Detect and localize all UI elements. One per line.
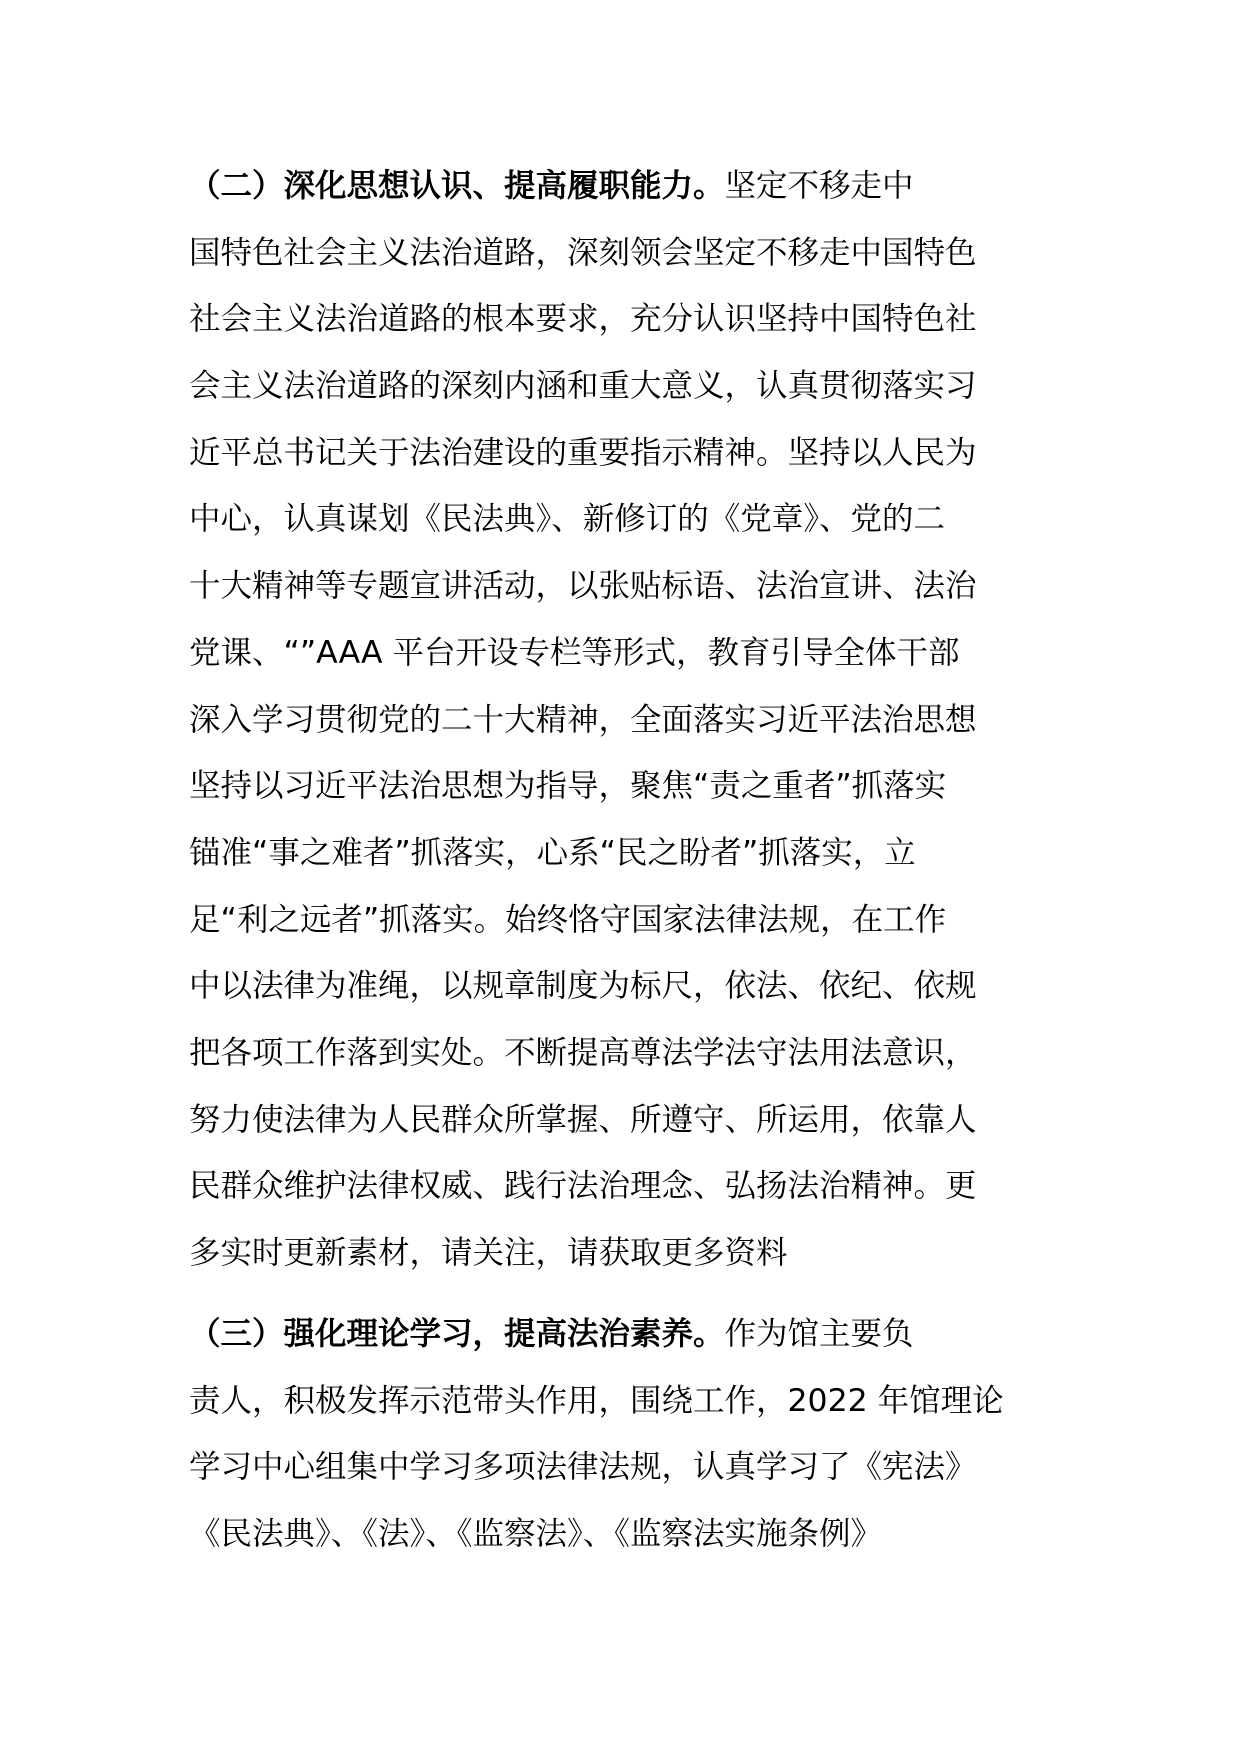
paragraph-line <box>189 1301 1055 1368</box>
paragraph-line: 责人，积极发挥示范带头作用，围绕工作，2022 年馆理论 <box>189 1382 1004 1419</box>
paragraph-section-3 <box>189 1301 1055 1568</box>
paragraph-line: 锚准“事之难者”抓落实，心系“民之盼者”抓落实，立 <box>189 834 916 871</box>
section-heading: （三）强化理论学习，提高法治素养。 <box>189 1316 725 1352</box>
paragraph-line: 学习中心组集中学习多项法律法规，认真学习了《宪法》 <box>189 1449 977 1486</box>
paragraph-line: 会主义法治道路的深刻内涵和重大意义，认真贯彻落实习 <box>189 368 977 405</box>
line-text: 坚定不移走中 <box>724 168 914 204</box>
paragraph-line: 坚持以习近平法治思想为指导，聚焦“责之重者”抓落实 <box>189 768 947 805</box>
paragraph-line: 把各项工作落到实处。不断提高尊法学法守法用法意识， <box>189 1034 977 1071</box>
paragraph-line: 足“利之远者”抓落实。始终恪守国家法律法规，在工作 <box>189 901 947 938</box>
paragraph-line: 中心，认真谋划《民法典》、新修订的《党章》、党的二 <box>189 501 946 538</box>
section-heading: （二）深化思想认识、提高履职能力。 <box>189 168 725 204</box>
paragraph-line: 国特色社会主义法治道路，深刻领会坚定不移走中国特色 <box>189 234 977 271</box>
paragraph-line: 近平总书记关于法治建设的重要指示精神。坚持以人民为 <box>189 434 977 471</box>
paragraph-line: 社会主义法治道路的根本要求，充分认识坚持中国特色社 <box>189 301 977 338</box>
paragraph-line: 党课、“”AAA 平台开设专栏等形式，教育引导全体干部 <box>189 634 960 671</box>
paragraph-line: 深入学习贯彻党的二十大精神，全面落实习近平法治思想 <box>189 701 977 738</box>
paragraph-line: 《民法典》、《法》、《监察法》、《监察法实施条例》 <box>189 1516 883 1553</box>
paragraph-line: 努力使法律为人民群众所掌握、所遵守、所运用，依靠人 <box>189 1101 977 1138</box>
line-text: 作为馆主要负 <box>724 1316 914 1352</box>
paragraph-line: 民群众维护法律权威、践行法治理念、弘扬法治精神。更 <box>189 1168 977 1205</box>
paragraph-line: 中以法律为准绳，以规章制度为标尺，依法、依纪、依规 <box>189 968 977 1005</box>
paragraph-line <box>189 153 1055 220</box>
paragraph-line: 十大精神等专题宣讲活动，以张贴标语、法治宣讲、法治 <box>189 568 977 605</box>
paragraph-section-2 <box>189 153 1055 1287</box>
paragraph-line: 多实时更新素材，请关注，请获取更多资料 <box>189 1235 788 1271</box>
